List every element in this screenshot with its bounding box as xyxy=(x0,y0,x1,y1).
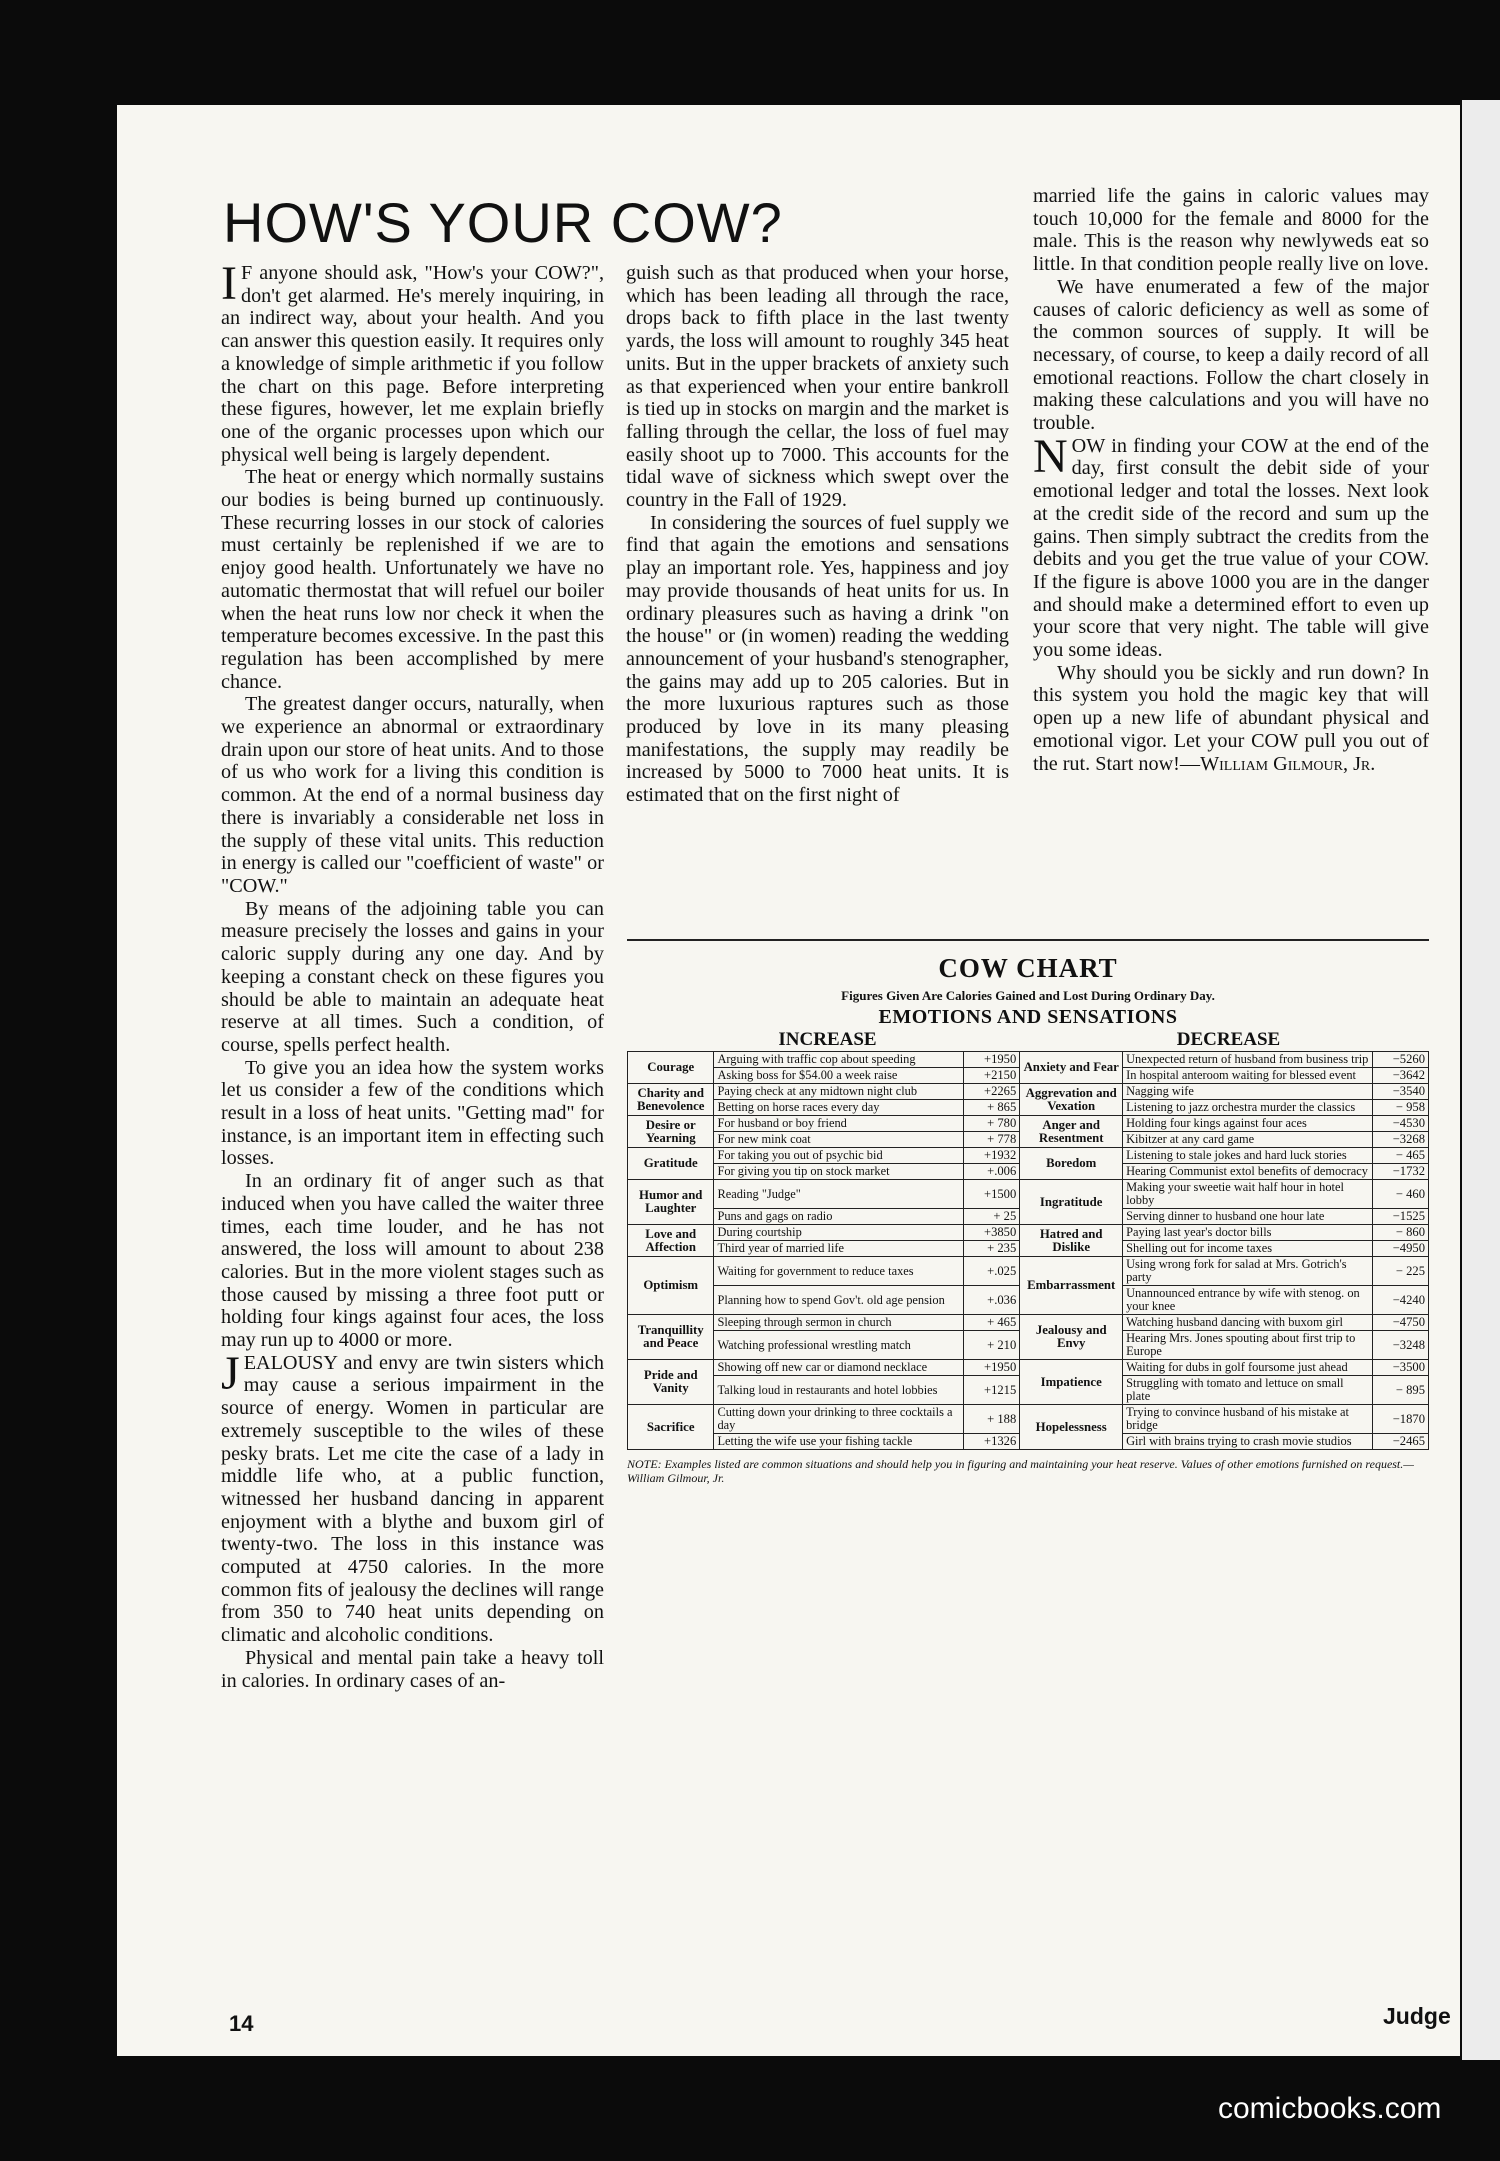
drop-cap: N xyxy=(1033,429,1068,483)
article-paragraph: In considering the sources of fuel supply we find that again the emotions and sensations play an important role. Yes, happiness and joy may provide thousands of heat units for us. In ordinary pleasures such as having a drink "on the house" or (in women) reading the wedding announcement of your husband's stenographer, the gains may add up to 205 calories. But in the more luxurious raptures such as those produced by love in its many pleasing manifestations, the supply may readily be increased by 5000 to 7000 heat units. It is estimated that on the first night of xyxy=(626,511,1009,807)
increase-example-cell: Arguing with traffic cop about speeding xyxy=(714,1052,964,1068)
increase-example-cell: For new mink coat xyxy=(714,1132,964,1148)
decrease-emotion-cell: Jealousy and Envy xyxy=(1020,1315,1123,1360)
increase-example-cell: Cutting down your drinking to three cocktails a day xyxy=(714,1405,964,1434)
article-paragraph: Why should you be sickly and run down? In this system you hold the magic key that will open up a new life of abundant physical and emotional vigor. Let your COW pull you out of the rut. Start now!—William Gilmour, Jr. xyxy=(1033,661,1429,775)
decrease-example-cell: Hearing Communist extol benefits of democracy xyxy=(1123,1164,1373,1180)
decrease-value-cell: − 895 xyxy=(1372,1376,1428,1405)
article-paragraph: Physical and mental pain take a heavy toll in calories. In ordinary cases of an- xyxy=(221,1646,604,1692)
article-paragraph: In an ordinary fit of anger such as that induced when you have called the waiter three times, each time louder, and he has not answered, the loss will amount to about 238 calories. But in the more violent stages such as those caused by missing a three foot putt or holding four kings against four aces, the loss may run up to 4000 or more. xyxy=(221,1170,604,1352)
increase-value-cell: + 780 xyxy=(964,1116,1020,1132)
increase-heading: INCREASE xyxy=(778,1029,877,1050)
decrease-example-cell: Listening to stale jokes and hard luck stories xyxy=(1123,1148,1373,1164)
article-column-2 xyxy=(626,262,1009,807)
increase-value-cell: +1932 xyxy=(964,1148,1020,1164)
decrease-example-cell: Nagging wife xyxy=(1123,1084,1373,1100)
article-paragraph: We have enumerated a few of the major causes of caloric deficiency as well as some of the common sources of supply. It will be necessary, of course, to keep a daily record of all emotional reactions. Follow the chart closely in making these calculations and you will have no trouble. xyxy=(1033,275,1429,435)
increase-value-cell: +3850 xyxy=(964,1225,1020,1241)
increase-example-cell: Puns and gags on radio xyxy=(714,1209,964,1225)
decrease-value-cell: −4750 xyxy=(1372,1315,1428,1331)
decrease-example-cell: Hearing Mrs. Jones spouting about first trip to Europe xyxy=(1123,1331,1373,1360)
decrease-value-cell: − 225 xyxy=(1372,1257,1428,1286)
drop-cap: J xyxy=(221,1346,240,1400)
table-row xyxy=(628,1257,1429,1286)
increase-value-cell: +.025 xyxy=(964,1257,1020,1286)
chart-note: NOTE: Examples listed are common situations and should help you in figuring and maintaining your heat reserve. Values of other emotions furnished on request.—William Gilmour, Jr. xyxy=(627,1457,1414,1485)
chart-column-headings xyxy=(627,1029,1429,1051)
decrease-value-cell: −3540 xyxy=(1372,1084,1428,1100)
increase-emotion-cell: Desire or Yearning xyxy=(628,1116,714,1148)
decrease-emotion-cell: Embarrassment xyxy=(1020,1257,1123,1315)
decrease-example-cell: Struggling with tomato and lettuce on small plate xyxy=(1123,1376,1373,1405)
increase-value-cell: +.006 xyxy=(964,1164,1020,1180)
watermark: comicbooks.com xyxy=(1218,2092,1442,2125)
increase-example-cell: During courtship xyxy=(714,1225,964,1241)
drop-cap: I xyxy=(221,257,237,310)
article-paragraph: The greatest danger occurs, naturally, when we experience an abnormal or extraordinary drain upon our store of heat units. And to those of us who work for a living this condition is common. At the end of a normal business day there is invariably a considerable net loss in the supply of these vital units. This reduction in energy is called our "coefficient of waste" or "COW." xyxy=(221,693,604,897)
increase-example-cell: For giving you tip on stock market xyxy=(714,1164,964,1180)
decrease-example-cell: Paying last year's doctor bills xyxy=(1123,1225,1373,1241)
table-row xyxy=(628,1360,1429,1376)
facing-page-edge xyxy=(1462,100,1500,2060)
decrease-emotion-cell: Boredom xyxy=(1020,1148,1123,1180)
increase-emotion-cell: Gratitude xyxy=(628,1148,714,1180)
increase-value-cell: + 865 xyxy=(964,1100,1020,1116)
increase-value-cell: +1950 xyxy=(964,1360,1020,1376)
increase-value-cell: +.036 xyxy=(964,1286,1020,1315)
increase-example-cell: Asking boss for $54.00 a week raise xyxy=(714,1068,964,1084)
decrease-value-cell: − 958 xyxy=(1372,1100,1428,1116)
decrease-example-cell: Waiting for dubs in golf foursome just ahead xyxy=(1123,1360,1373,1376)
article-paragraph: To give you an idea how the system works let us consider a few of the conditions which result in a loss of heat units. "Getting mad" for instance, is an important item in effecting such losses. xyxy=(221,1056,604,1170)
decrease-example-cell: Unexpected return of husband from business trip xyxy=(1123,1052,1373,1068)
decrease-emotion-cell: Ingratitude xyxy=(1020,1180,1123,1225)
increase-emotion-cell: Optimism xyxy=(628,1257,714,1315)
increase-emotion-cell: Courage xyxy=(628,1052,714,1084)
increase-example-cell: Showing off new car or diamond necklace xyxy=(714,1360,964,1376)
decrease-example-cell: Serving dinner to husband one hour late xyxy=(1123,1209,1373,1225)
magazine-page xyxy=(117,105,1460,2056)
chart-title: COW CHART xyxy=(938,953,1118,983)
decrease-emotion-cell: Anxiety and Fear xyxy=(1020,1052,1123,1084)
decrease-example-cell: Watching husband dancing with buxom girl xyxy=(1123,1315,1373,1331)
cow-chart xyxy=(627,953,1429,1485)
decrease-emotion-cell: Hatred and Dislike xyxy=(1020,1225,1123,1257)
decrease-emotion-cell: Hopelessness xyxy=(1020,1405,1123,1450)
increase-value-cell: + 465 xyxy=(964,1315,1020,1331)
table-row xyxy=(628,1148,1429,1164)
increase-example-cell: Letting the wife use your fishing tackle xyxy=(714,1434,964,1450)
chart-category-heading: EMOTIONS AND SENSATIONS xyxy=(878,1006,1178,1028)
increase-example-cell: For taking you out of psychic bid xyxy=(714,1148,964,1164)
increase-value-cell: +1326 xyxy=(964,1434,1020,1450)
increase-example-cell: Waiting for government to reduce taxes xyxy=(714,1257,964,1286)
decrease-value-cell: −3248 xyxy=(1372,1331,1428,1360)
decrease-example-cell: In hospital anteroom waiting for blessed event xyxy=(1123,1068,1373,1084)
increase-value-cell: + 25 xyxy=(964,1209,1020,1225)
decrease-example-cell: Shelling out for income taxes xyxy=(1123,1241,1373,1257)
decrease-value-cell: −3268 xyxy=(1372,1132,1428,1148)
article-paragraph: NOW in finding your COW at the end of the day, first consult the debit side of your emotional ledger and total the losses. Next look at the credit side of the record and sum up the gains. Then simply subtract the credits from the debits and you get the true value of your COW. If the figure is above 1000 you are in the danger and should make a determined effort to even up your score that very night. The table will give you some ideas. xyxy=(1033,429,1429,662)
decrease-value-cell: −5260 xyxy=(1372,1052,1428,1068)
decrease-value-cell: − 860 xyxy=(1372,1225,1428,1241)
decrease-value-cell: −1870 xyxy=(1372,1405,1428,1434)
author-signature: William Gilmour, Jr. xyxy=(1200,752,1376,775)
article-paragraph: I F anyone should ask, "How's your COW?", don't get alarmed. He's merely inquiring, in an indirect way, about your health. And you can answer this question easily. It requires only a knowledge of simple arithmetic if you follow the chart on this page. Before interpreting these figures, however, let me explain briefly one of the organic processes upon which our physical well being is largely dependent. xyxy=(221,257,604,466)
decrease-example-cell: Using wrong fork for salad at Mrs. Gotrich's party xyxy=(1123,1257,1373,1286)
table-row xyxy=(628,1180,1429,1209)
decrease-example-cell: Trying to convince husband of his mistake at bridge xyxy=(1123,1405,1373,1434)
decrease-value-cell: −1732 xyxy=(1372,1164,1428,1180)
increase-value-cell: + 210 xyxy=(964,1331,1020,1360)
cow-table-body xyxy=(628,1052,1429,1450)
article-title: HOW'S YOUR COW? xyxy=(223,191,783,254)
increase-example-cell: Reading "Judge" xyxy=(714,1180,964,1209)
page-number: 14 xyxy=(229,2011,254,2036)
decrease-heading: DECREASE xyxy=(1176,1029,1281,1050)
decrease-value-cell: −1525 xyxy=(1372,1209,1428,1225)
increase-value-cell: + 188 xyxy=(964,1405,1020,1434)
decrease-value-cell: −4950 xyxy=(1372,1241,1428,1257)
article-paragraph: guish such as that produced when your horse, which has been leading all through the race, drops back to fifth place in the last twenty yards, the loss will amount to roughly 345 heat units. But in the upper brackets of anxiety such as that experienced when your entire bankroll is tied up in stocks on margin and the market is falling through the cellar, the loss of fuel may easily shoot up to 7000. This accounts for the tidal wave of sickness which swept over the country in the Fall of 1929. xyxy=(626,262,1009,512)
increase-value-cell: +2265 xyxy=(964,1084,1020,1100)
table-row xyxy=(628,1084,1429,1100)
article-paragraph: JEALOUSY and envy are twin sisters which may cause a serious impairment in the source of energy. Women in particular are extremely susceptible to the wiles of these pesky brats. Let me cite the case of a lady in middle life who, at a public function, witnessed her husband dancing in apparent enjoyment with a blythe and buxom girl of twenty-two. The loss in this instance was computed at 4750 calories. In the more common fits of jealousy the declines will range from 350 to 740 heat units depending on climatic and alcoholic conditions. xyxy=(221,1346,604,1647)
decrease-emotion-cell: Impatience xyxy=(1020,1360,1123,1405)
increase-example-cell: Sleeping through sermon in church xyxy=(714,1315,964,1331)
decrease-value-cell: −3500 xyxy=(1372,1360,1428,1376)
decrease-value-cell: − 465 xyxy=(1372,1148,1428,1164)
table-row xyxy=(628,1116,1429,1132)
increase-emotion-cell: Charity and Benevolence xyxy=(628,1084,714,1116)
table-row xyxy=(628,1225,1429,1241)
increase-emotion-cell: Humor and Laughter xyxy=(628,1180,714,1225)
article-paragraph: married life the gains in caloric values may touch 10,000 for the female and 8000 for the male. This is the reason why newlyweds eat so little. In that condition people really live on love. xyxy=(1033,185,1429,276)
chart-subtitle: Figures Given Are Calories Gained and Lost During Ordinary Day. xyxy=(841,988,1215,1003)
decrease-example-cell: Kibitzer at any card game xyxy=(1123,1132,1373,1148)
decrease-emotion-cell: Aggrevation and Vexation xyxy=(1020,1084,1123,1116)
article-column-1 xyxy=(221,257,604,1692)
increase-emotion-cell: Love and Affection xyxy=(628,1225,714,1257)
table-row xyxy=(628,1052,1429,1068)
section-divider xyxy=(627,939,1429,941)
article-column-3 xyxy=(1033,185,1429,775)
increase-example-cell: Paying check at any midtown night club xyxy=(714,1084,964,1100)
decrease-value-cell: −3642 xyxy=(1372,1068,1428,1084)
increase-example-cell: Planning how to spend Gov't. old age pension xyxy=(714,1286,964,1315)
increase-emotion-cell: Sacrifice xyxy=(628,1405,714,1450)
increase-emotion-cell: Tranquillity and Peace xyxy=(628,1315,714,1360)
increase-value-cell: + 778 xyxy=(964,1132,1020,1148)
increase-value-cell: +2150 xyxy=(964,1068,1020,1084)
increase-emotion-cell: Pride and Vanity xyxy=(628,1360,714,1405)
increase-value-cell: + 235 xyxy=(964,1241,1020,1257)
increase-example-cell: Third year of married life xyxy=(714,1241,964,1257)
decrease-value-cell: − 460 xyxy=(1372,1180,1428,1209)
cow-table xyxy=(627,1051,1429,1450)
decrease-emotion-cell: Anger and Resentment xyxy=(1020,1116,1123,1148)
increase-value-cell: +1950 xyxy=(964,1052,1020,1068)
table-row xyxy=(628,1315,1429,1331)
increase-example-cell: For husband or boy friend xyxy=(714,1116,964,1132)
article-paragraph: By means of the adjoining table you can measure precisely the losses and gains in your caloric supply during any one day. And by keeping a constant check on these figures you should be able to maintain an adequate heat reserve at all times. Such a condition, of course, spells perfect health. xyxy=(221,897,604,1056)
decrease-value-cell: −4530 xyxy=(1372,1116,1428,1132)
decrease-example-cell: Holding four kings against four aces xyxy=(1123,1116,1373,1132)
decrease-example-cell: Making your sweetie wait half hour in hotel lobby xyxy=(1123,1180,1373,1209)
increase-example-cell: Watching professional wrestling match xyxy=(714,1331,964,1360)
decrease-example-cell: Girl with brains trying to crash movie studios xyxy=(1123,1434,1373,1450)
decrease-example-cell: Listening to jazz orchestra murder the classics xyxy=(1123,1100,1373,1116)
decrease-value-cell: −2465 xyxy=(1372,1434,1428,1450)
increase-value-cell: +1500 xyxy=(964,1180,1020,1209)
decrease-value-cell: −4240 xyxy=(1372,1286,1428,1315)
article-paragraph: The heat or energy which normally sustains our bodies is being burned up continuously. These recurring losses in our stock of calories must certainly be replenished if we are to enjoy good health. Unfortunately we have no automatic thermostat that will refuel our boiler when the heat runs low nor check it when the temperature becomes excessive. In the past this regulation has been accomplished by mere chance. xyxy=(221,466,604,693)
decrease-example-cell: Unannounced entrance by wife with stenog. on your knee xyxy=(1123,1286,1373,1315)
table-row xyxy=(628,1405,1429,1434)
magazine-name: Judge xyxy=(1383,2003,1451,2029)
increase-example-cell: Betting on horse races every day xyxy=(714,1100,964,1116)
increase-example-cell: Talking loud in restaurants and hotel lobbies xyxy=(714,1376,964,1405)
increase-value-cell: +1215 xyxy=(964,1376,1020,1405)
